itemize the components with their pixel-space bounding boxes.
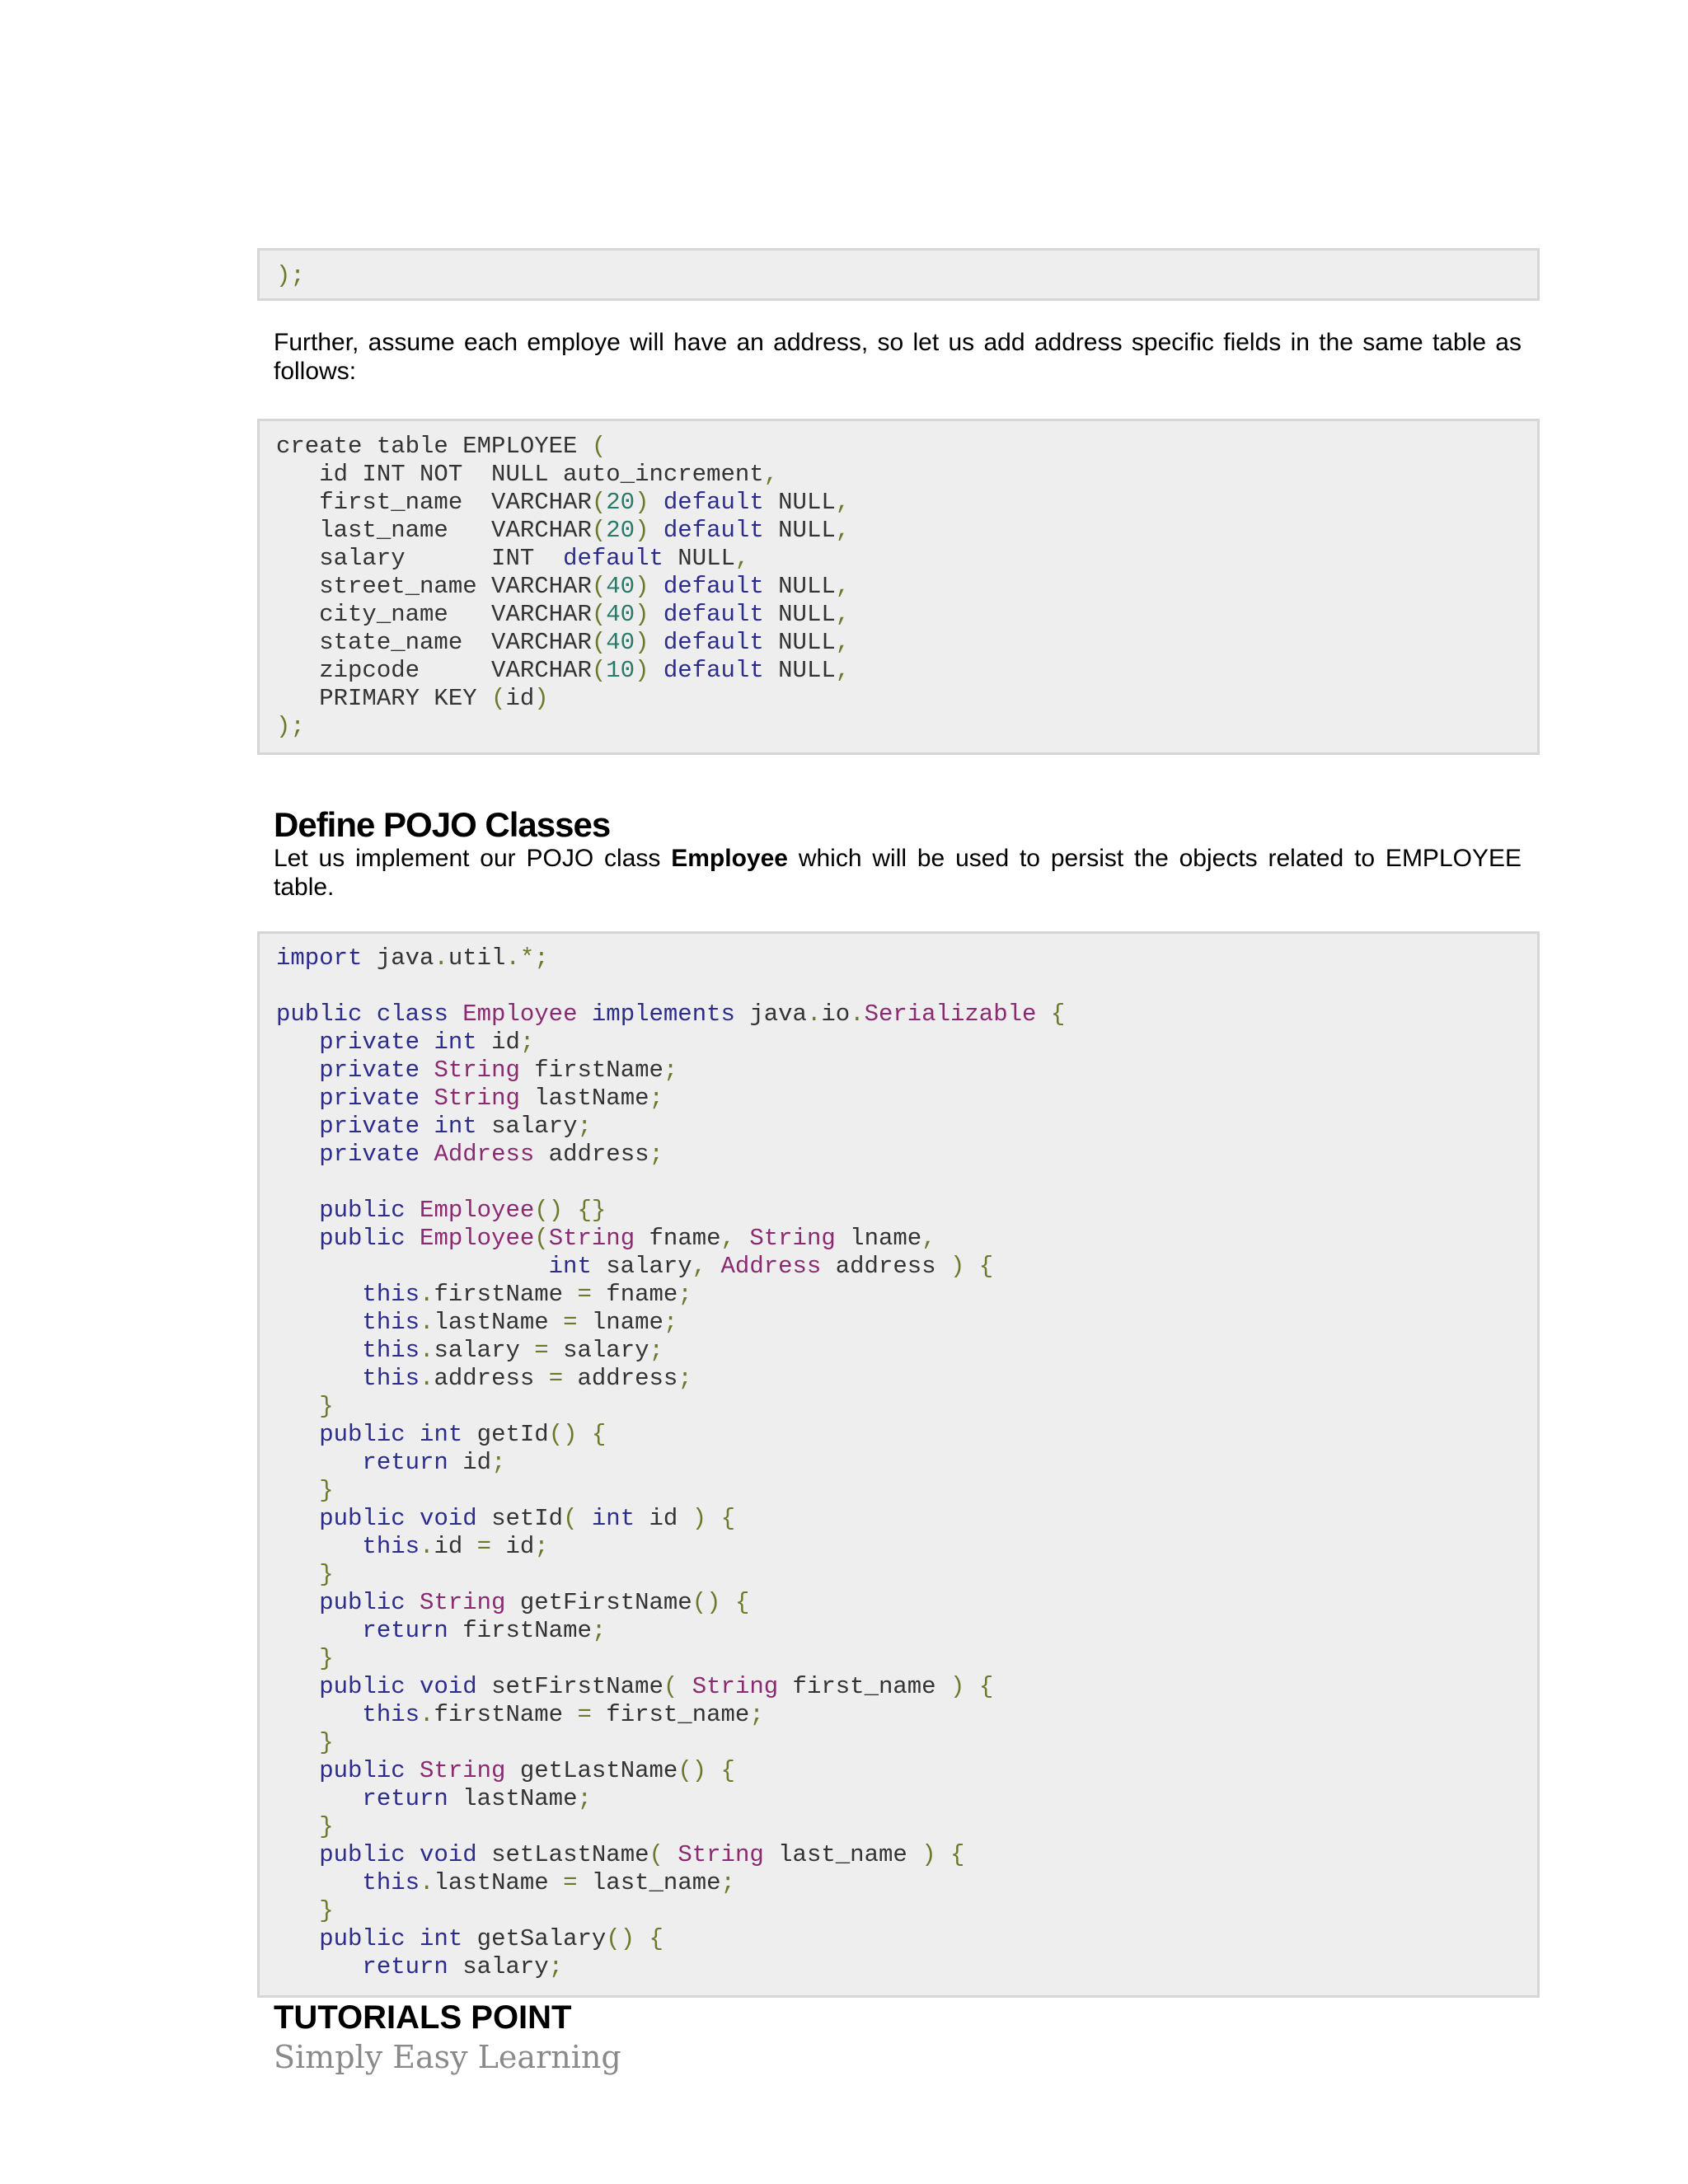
intro-text-end: which will be used to persist the objects related to EMPLOYEE table. xyxy=(274,845,1522,901)
intro-text: Let us implement our POJO class xyxy=(274,845,672,872)
footer-brand: TUTORIALS POINT xyxy=(274,1999,572,2036)
paragraph-address-fields: Further, assume each employe will have an address, so let us add address specific fields in the same table as follows: xyxy=(274,329,1522,385)
code-text: ); xyxy=(276,262,305,289)
paragraph-pojo-intro xyxy=(274,844,1522,902)
code-text: create table EMPLOYEE ( id INT NOT NULL auto_increment, first_name VARCHAR(20) default NULL, last_name VARCHAR(20) default NULL, salary INT default NULL, street_name VARCHAR(40) default NULL, city_name VARCHAR(40) default NULL, state_name VARCHAR(40) default NULL, zipcode VARCHAR(10) default NULL, PRIMARY KEY (id) ); xyxy=(276,433,851,740)
code-block-sql-tail xyxy=(257,248,1540,301)
section-heading: Define POJO Classes xyxy=(274,805,611,844)
code-block-create-table xyxy=(257,419,1540,755)
footer-tagline: Simply Easy Learning xyxy=(274,2039,621,2075)
code-text: import java.util.*; public class Employee implements java.io.Serializable { private int id; private String firstName; private String lastName; private int salary; private Address address; public Employee() {} public Employee(String fname, String lname, int salary, Address address ) { this.firstName = fname; this.lastName = lname; this.salary = salary; this.address = address; } public int getId() { return id; } public void setId( int id ) { this.id = id; } public String getFirstName() { return firstName; } public void setFirstName( String first_name ) { this.firstName = first_name; } public String getLastName() { return lastName; } public void setLastName( String last_name ) { this.lastName = last_name; } public int getSalary() { return salary; xyxy=(276,944,1066,1980)
code-block-employee-class xyxy=(257,931,1540,1998)
class-name: Employee xyxy=(671,845,788,872)
